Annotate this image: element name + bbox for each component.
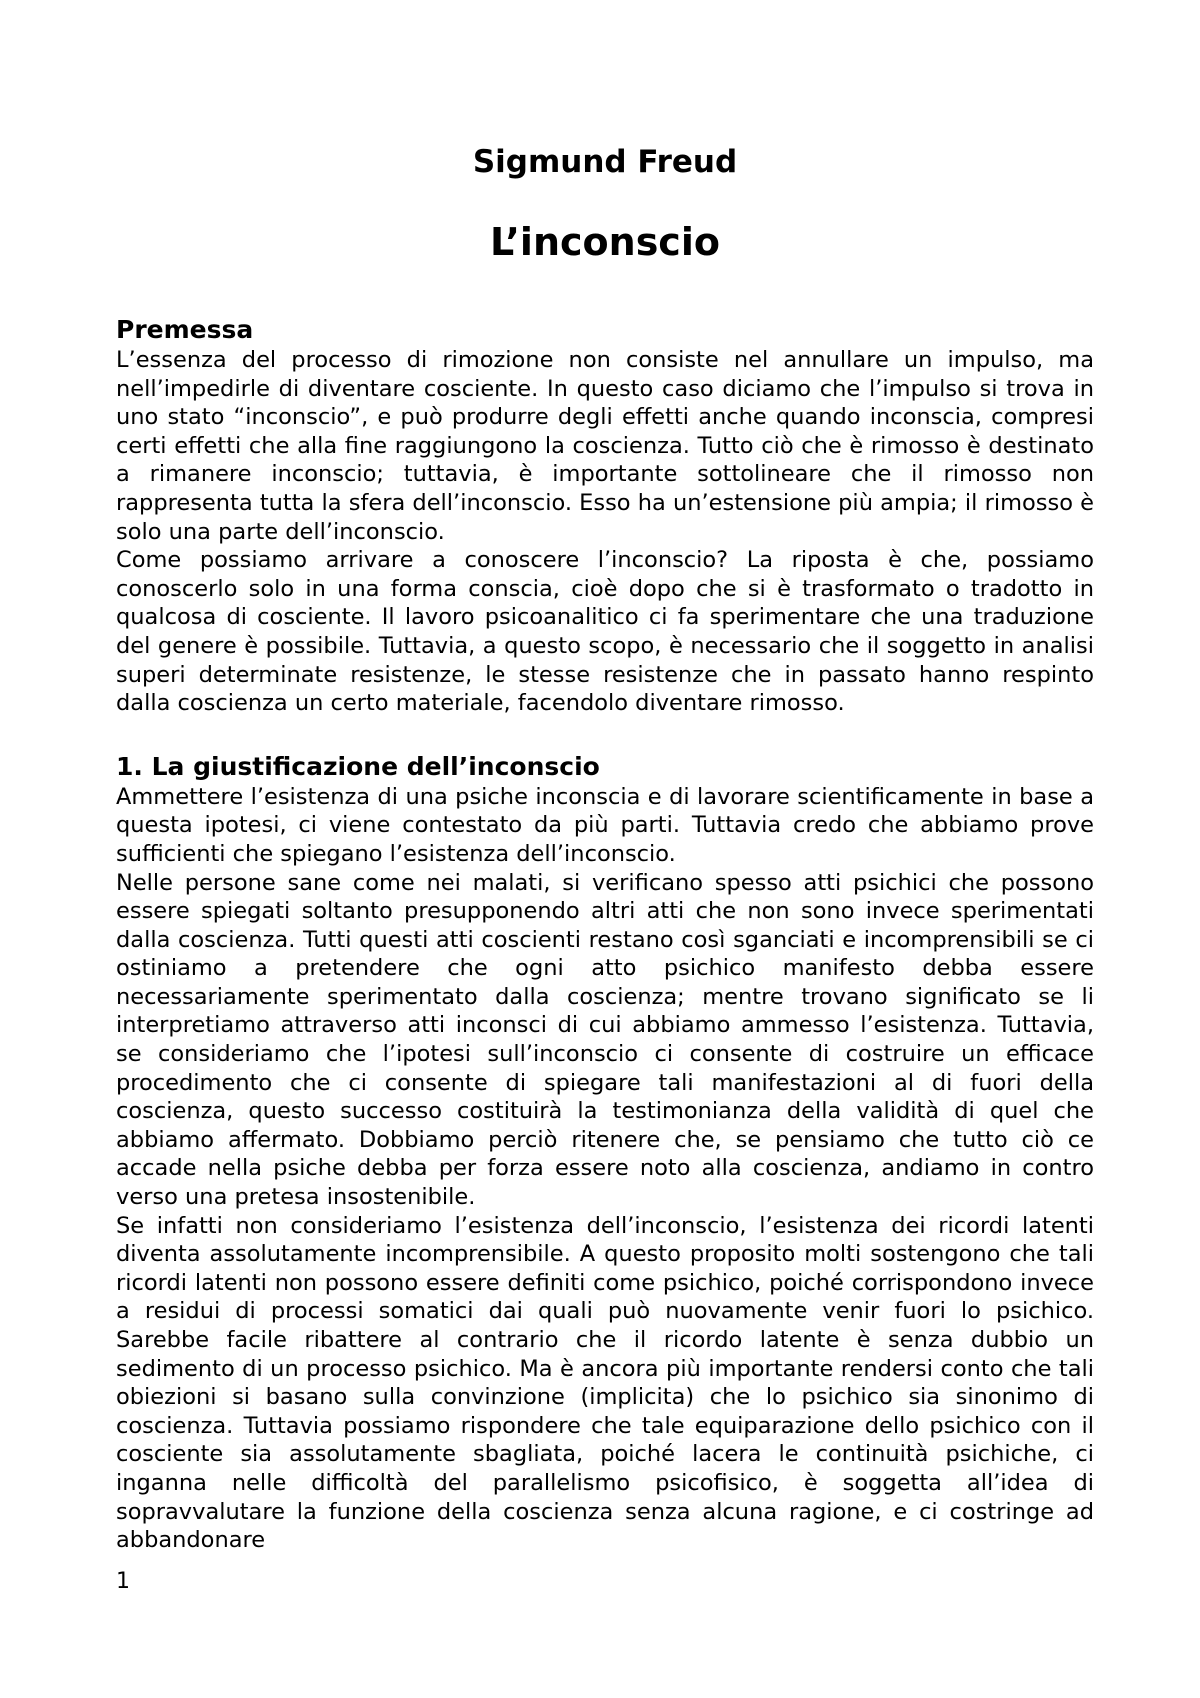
paragraph: L’essenza del processo di rimozione non consiste nel annullare un impulso, ma nell’impedirle di diventare cosciente. In questo caso diciamo che l’impulso si trova in uno stato “inconscio”, e può produrre degli effetti anche quando inconscia, compresi certi effetti che alla fine raggiungono la coscienza. Tutto ciò che è rimosso è destinato a rimanere inconscio; tuttavia, è importante sottolineare che il rimosso non rappresenta tutta la sfera dell’inconscio. Esso ha un’estensione più ampia; il rimosso è solo una parte dell’inconscio. (116, 347, 1094, 545)
section-premessa (116, 313, 1094, 718)
paragraph: Ammettere l’esistenza di una psiche inconscia e di lavorare scientificamente in base a questa ipotesi, ci viene contestato da più parti. Tuttavia credo che abbiamo prove sufficienti che spiegano l’esistenza dell’inconscio. (116, 783, 1094, 867)
section-heading: Premessa (116, 315, 254, 344)
author-name: Sigmund Freud (472, 144, 738, 180)
paragraph: Nelle persone sane come nei malati, si verificano spesso atti psichici che possono essere spiegati soltanto presupponendo altri atti che non sono invece sperimentati dalla coscienza. Tutti questi atti coscienti restano così sganciati e incomprensibili se ci ostiniamo a pretendere che ogni atto psichico manifesto debba essere necessariamente sperimentato dalla coscienza; mentre trovano significato se li interpretiamo attraverso atti inconsci di cui abbiamo ammesso l’esistenza. Tuttavia, se consideriamo che l’ipotesi sull’inconscio ci consente di costruire un efficace procedimento che ci consente di spiegare tali manifestazioni al di fuori della coscienza, questo successo costituirà la testimonianza della validità di quel che abbiamo affermato. Dobbiamo perciò ritenere che, se pensiamo che tutto ciò ce accade nella psiche debba per forza essere noto alla coscienza, andiamo in contro verso una pretesa insostenibile. (116, 869, 1094, 1211)
section-giustificazione (116, 750, 1094, 1555)
document-page (116, 0, 1094, 1698)
page-number: 1 (116, 1569, 130, 1594)
document-body (116, 313, 1094, 1555)
paragraph: Come possiamo arrivare a conoscere l’inconscio? La riposta è che, possiamo conoscerlo solo in una forma conscia, cioè dopo che si è trasformato o tradotto in qualcosa di cosciente. Il lavoro psicoanalitico ci fa sperimentare che una traduzione del genere è possibile. Tuttavia, a questo scopo, è necessario che il soggetto in analisi superi determinate resistenze, le stesse resistenze che in passato hanno respinto dalla coscienza un certo materiale, facendolo diventare rimosso. (116, 547, 1094, 717)
section-heading: 1. La giustificazione dell’inconscio (116, 751, 600, 781)
document-title: L’inconscio (490, 220, 720, 264)
paragraph: Se infatti non consideriamo l’esistenza dell’inconscio, l’esistenza dei ricordi latenti diventa assolutamente incomprensibile. A questo proposito molti sostengono che tali ricordi latenti non possono essere definiti come psichico, poiché corrispondono invece a residui di processi somatici dai quali può nuovamente venir fuori lo psichico. Sarebbe facile ribattere al contrario che il ricordo latente è senza dubbio un sedimento di un processo psichico. Ma è ancora più importante rendersi conto che tali obiezioni si basano sulla convinzione (implicita) che lo psichico sia sinonimo di coscienza. Tuttavia possiamo rispondere che tale equiparazione dello psichico con il cosciente sia assolutamente sbagliata, poiché lacera le continuità psichiche, ci inganna nelle difficoltà del parallelismo psicofisico, è soggetta all’idea di sopravvalutare la funzione della coscienza senza alcuna ragione, e ci costringe ad abbandonare (116, 1212, 1094, 1554)
